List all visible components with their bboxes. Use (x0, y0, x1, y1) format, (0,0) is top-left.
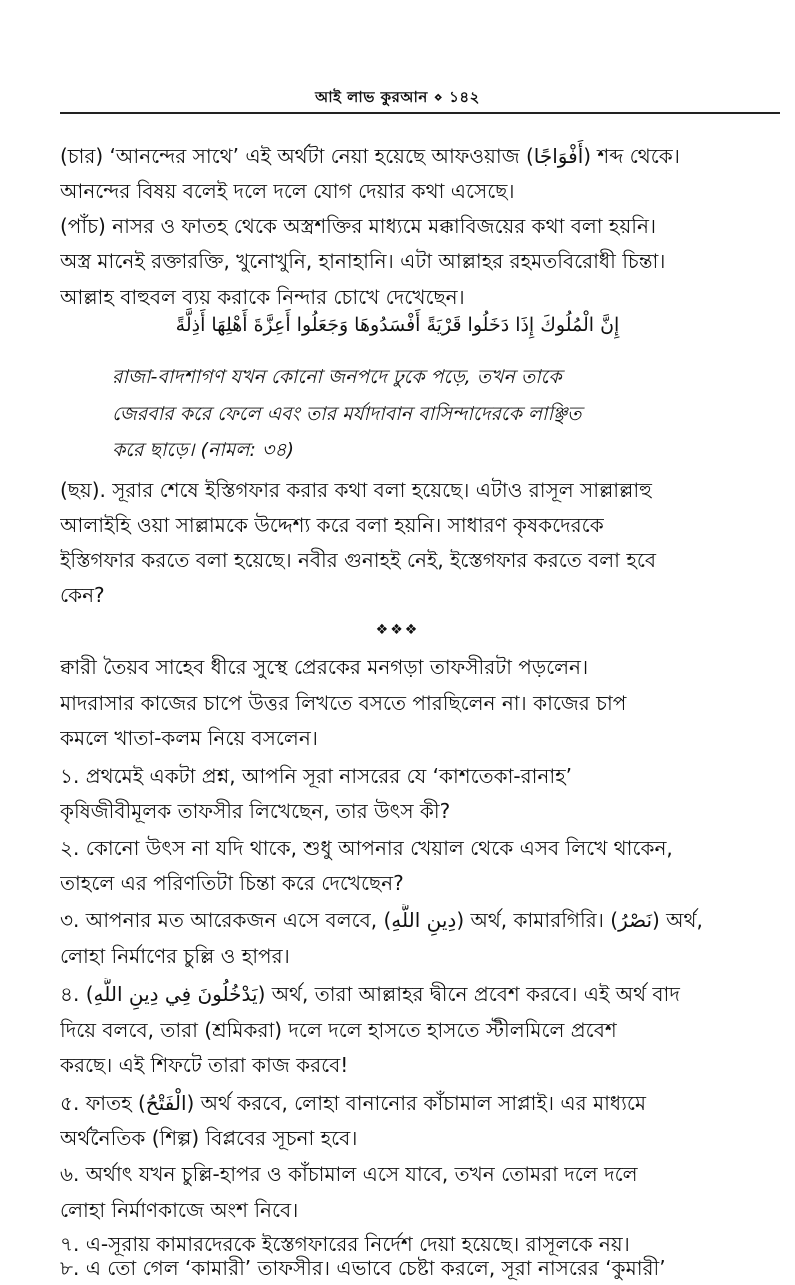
body-line: (পাঁচ) নাসর ও ফাতহ থেকে অস্ত্রশক্তির মাধ্যমে মক্কাবিজয়ের কথা বলা হয়নি। (60, 214, 657, 238)
list-item: দিয়ে বলবে, তারা (শ্রমিকরা) দলে দলে হাসতে হাসতে স্টীলমিলে প্রবেশ (60, 1018, 617, 1042)
body-line: অস্ত্র মানেই রক্তারক্তি, খুনোখুনি, হানাহানি। এটা আল্লাহর রহমতবিরোধী চিন্তা। (60, 249, 666, 273)
list-item: কৃষিজীবীমূলক তাফসীর লিখেছেন, তার উৎস কী? (60, 799, 451, 823)
body-line: ইস্তিগফার করতে বলা হয়েছে। নবীর গুনাহই নেই, ইস্তেগফার করতে বলা হবে (60, 548, 656, 572)
body-line: মাদরাসার কাজের চাপে উত্তর লিখতে বসতে পারছিলেন না। কাজের চাপ (60, 691, 627, 715)
list-item: করছে। এই শিফটে তারা কাজ করবে! (60, 1053, 349, 1077)
quote-line: জেরবার করে ফেলে এবং তার মর্যাদাবান বাসিন্দাদেরকে লাঞ্ছিত (112, 403, 582, 425)
list-item: ৮. এ তো গেল ‘কামারী’ তাফসীর। এভাবে চেষ্টা করলে, সূরা নাসরের ‘কুমারী’ (60, 1256, 666, 1280)
body-line: আনন্দের বিষয় বলেই দলে দলে যোগ দেয়ার কথা এসেছে। (60, 179, 515, 203)
body-line: কমলে খাতা-কলম নিয়ে বসলেন। (60, 726, 318, 750)
list-item: লোহা নির্মাণের চুল্লি ও হাপর। (60, 944, 290, 968)
body-line: (চার) ‘আনন্দের সাথে’ এই অর্থটা নেয়া হয়েছে আফওয়াজ (أَفْوَاجًا) শব্দ থেকে। (60, 144, 680, 168)
list-item: ১. প্রথমেই একটা প্রশ্ন, আপনি সূরা নাসরের যে ‘কাশতেকা-রানাহ’ (60, 764, 573, 788)
arabic-verse: إِنَّ الْمُلُوكَ إِذَا دَخَلُوا قَرْيَةً أَفْسَدُوهَا وَجَعَلُوا أَعِزَّةَ أَهْلِهَا أَذِلَّةً (175, 314, 620, 336)
list-item: লোহা নির্মাণকাজে অংশ নিবে। (60, 1198, 299, 1222)
list-item: ৪. (يَدْخُلُونَ فِي دِينِ اللَّهِ) অর্থ, তারা আল্লাহর দ্বীনে প্রবেশ করবে। এই অর্থ বাদ (60, 982, 680, 1006)
list-item: ২. কোনো উৎস না যদি থাকে, শুধু আপনার খেয়াল থেকে এসব লিখে থাকেন, (60, 836, 673, 860)
list-item: ৫. ফাতহ (الْفَتْحُ) অর্থ করবে, লোহা বানানোর কাঁচামাল সাপ্লাই। এর মাধ্যমে (60, 1091, 647, 1115)
body-line: আলাইহি ওয়া সাল্লামকে উদ্দেশ্য করে বলা হয়নি। সাধারণ কৃষকদেরকে (60, 513, 604, 537)
section-ornament: ❖❖❖ (375, 622, 420, 638)
quote-line: করে ছাড়ে। (নামল: ৩৪) (112, 439, 294, 461)
list-item: ৭. এ-সূরায় কামারদেরকে ইস্তেগফারের নির্দেশ দেয়া হয়েছে। রাসূলকে নয়। (60, 1232, 630, 1256)
body-line: ক্বারী তৈয়ব সাহেব ধীরে সুস্থে প্রেরকের মনগড়া তাফসীরটা পড়লেন। (60, 655, 589, 679)
body-line: (ছয়). সূরার শেষে ইস্তিগফার করার কথা বলা হয়েছে। এটাও রাসূল সাল্লাল্লাহু (60, 478, 652, 502)
list-item: তাহলে এর পরিণতিটা চিন্তা করে দেখেছেন? (60, 871, 404, 895)
body-line: কেন? (60, 583, 105, 607)
list-item: অর্থনৈতিক (শিল্প) বিপ্লবের সূচনা হবে। (60, 1126, 358, 1150)
list-item: ৩. আপনার মত আরেকজন এসে বলবে, (دِينِ اللَّهِ) অর্থ, কামারগিরি। (نَصْرُ) অর্থ, (60, 908, 703, 932)
running-header: আই লাভ কুরআন ⋄ ১৪২ (315, 88, 480, 106)
body-line: আল্লাহ বাহুবল ব্যয় করাকে নিন্দার চোখে দেখেছেন। (60, 285, 465, 309)
list-item: ৬. অর্থাৎ যখন চুল্লি-হাপর ও কাঁচামাল এসে যাবে, তখন তোমরা দলে দলে (60, 1162, 638, 1186)
header-rule (60, 112, 780, 114)
quote-line: রাজা-বাদশাগণ যখন কোনো জনপদে ঢুকে পড়ে, তখন তাকে (112, 366, 562, 388)
